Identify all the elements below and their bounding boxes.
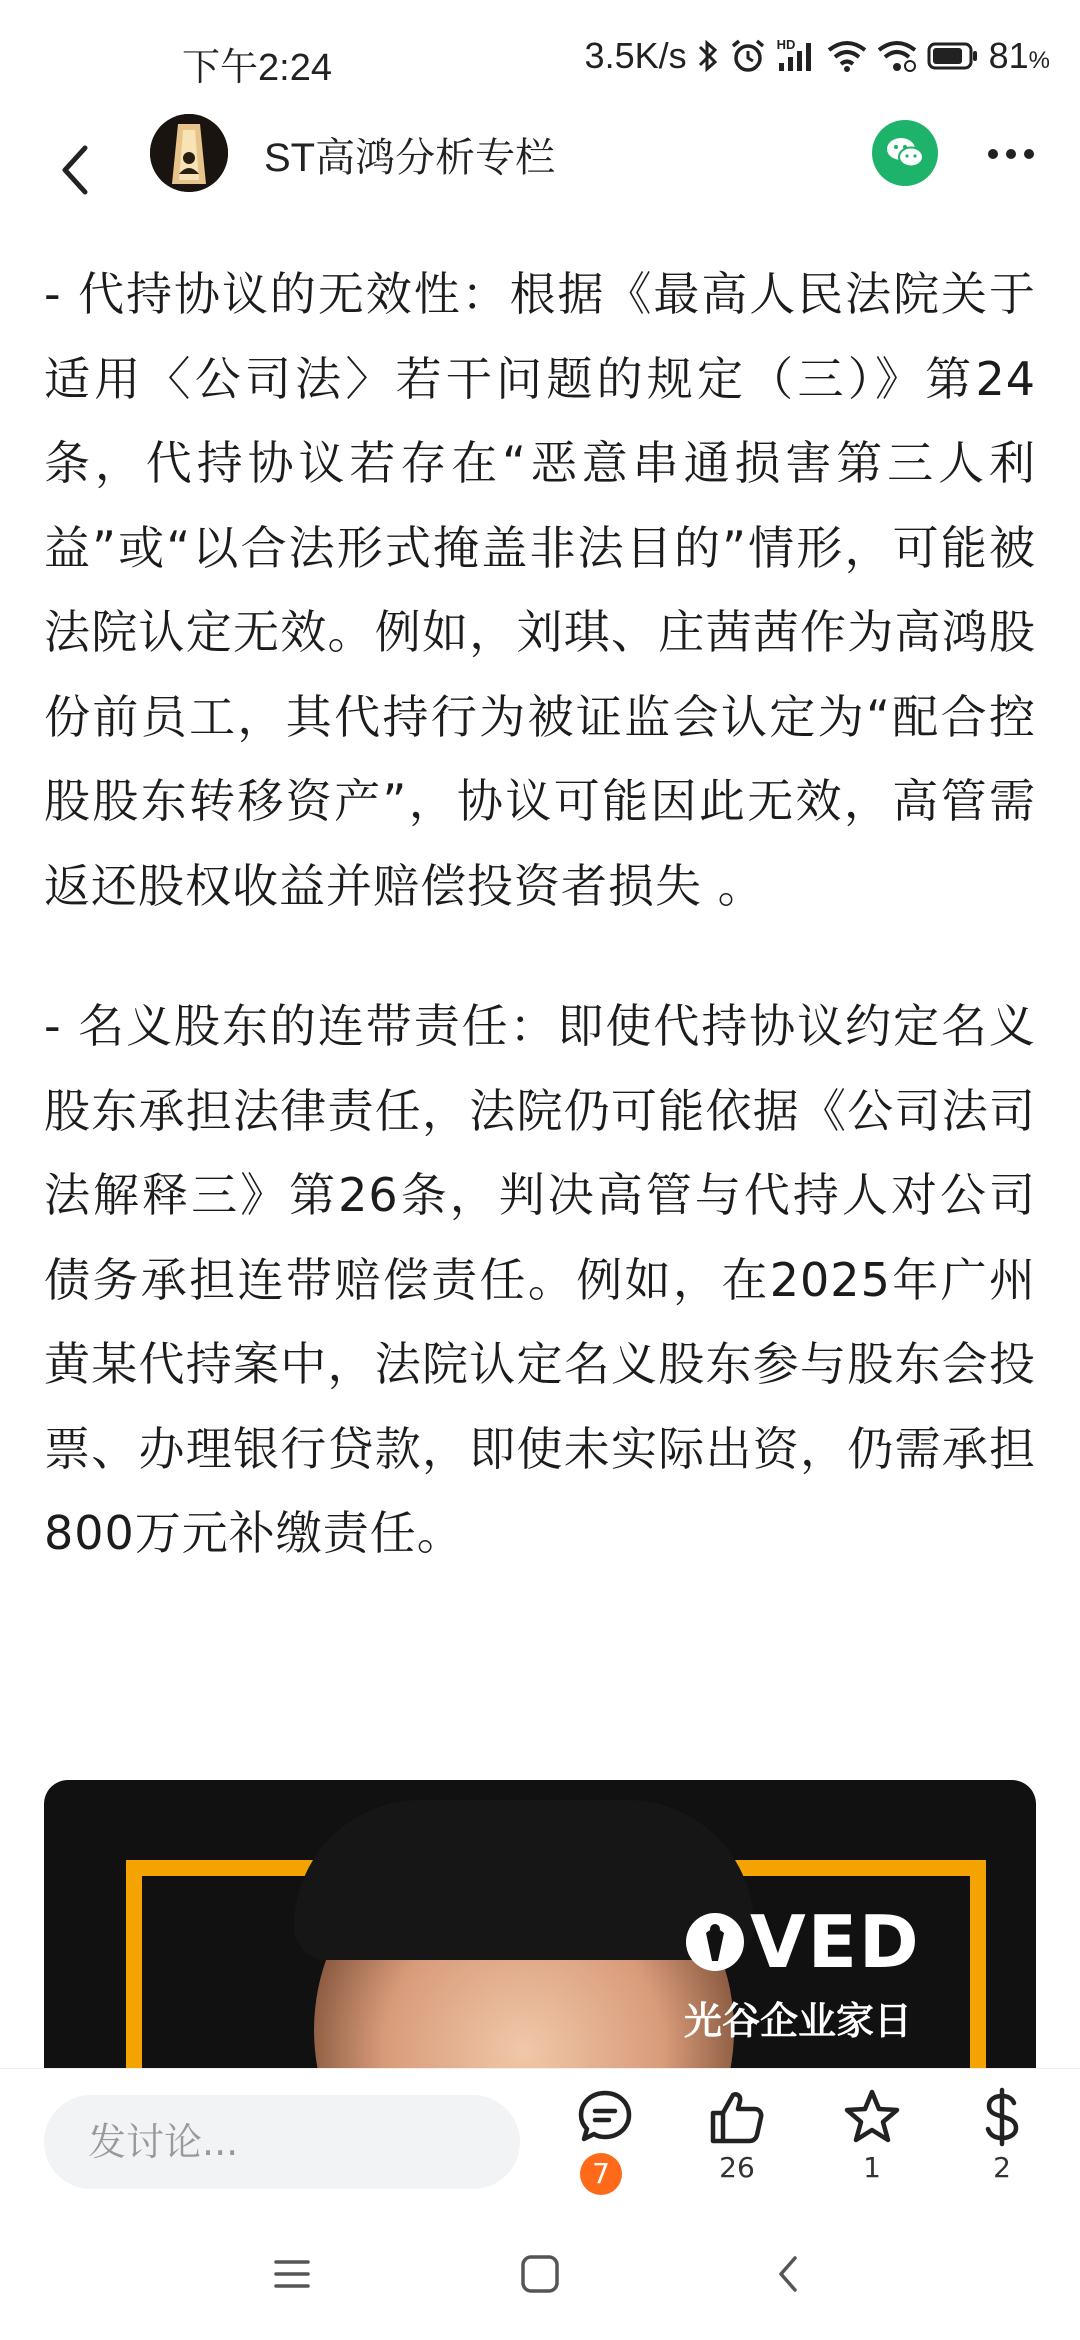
- page-title: ST高鸿分析专栏: [264, 136, 556, 180]
- back-button[interactable]: [40, 130, 110, 210]
- more-button[interactable]: [976, 134, 1046, 174]
- wifi-6-icon: [877, 40, 917, 72]
- battery-value: 81: [988, 35, 1029, 76]
- more-dot-icon: [988, 149, 998, 159]
- wifi-icon: [827, 40, 867, 72]
- wechat-icon: [885, 135, 925, 171]
- status-time: 下午2:24: [182, 47, 332, 89]
- home-square-icon: [519, 2253, 561, 2295]
- tip-count: 2: [993, 2151, 1011, 2184]
- star-icon: [842, 2087, 902, 2147]
- brand-logo: [684, 1900, 921, 1984]
- wechat-share-button[interactable]: [872, 120, 938, 186]
- nav-home-button[interactable]: [500, 2244, 580, 2304]
- thumbs-up-icon: [707, 2087, 767, 2147]
- battery-unit: %: [1028, 47, 1050, 74]
- hd-label: HD: [776, 37, 796, 52]
- like-count: 26: [719, 2151, 755, 2184]
- battery-icon: [927, 41, 979, 71]
- comment-input[interactable]: 发讨论...: [44, 2095, 520, 2189]
- nav-back-icon: [773, 2253, 803, 2295]
- menu-icon: [272, 2254, 312, 2294]
- comment-icon: [575, 2087, 635, 2147]
- ved-logo-icon: [684, 1911, 746, 1973]
- more-dot-icon: [1024, 149, 1034, 159]
- comment-count-badge: 7: [580, 2153, 622, 2195]
- battery-percent: [989, 35, 1050, 77]
- dollar-icon: [972, 2087, 1032, 2147]
- like-button[interactable]: [697, 2087, 777, 2184]
- favorite-count: 1: [863, 2151, 881, 2184]
- system-nav-bar: [0, 2210, 1080, 2340]
- status-icons: [585, 32, 1050, 80]
- article-body: [44, 252, 1036, 1632]
- bottom-action-bar: [0, 2068, 1080, 2209]
- alarm-icon: [729, 37, 767, 75]
- tip-button[interactable]: [962, 2087, 1042, 2184]
- brand-logo-text: VED: [750, 1900, 921, 1984]
- brand-subtitle: 光谷企业家日: [684, 1999, 913, 2043]
- network-speed: 3.5K/s: [584, 35, 687, 76]
- favorite-button[interactable]: [832, 2087, 912, 2184]
- nav-back-button[interactable]: [748, 2244, 828, 2304]
- status-bar: [0, 0, 1080, 110]
- bluetooth-icon: [697, 38, 719, 74]
- header: [0, 110, 1080, 230]
- image-brand: [684, 1900, 921, 2045]
- article-paragraph: - 代持协议的无效性：根据《最高人民法院关于适用〈公司法〉若干问题的规定（三）》第24条，代持协议若存在“恶意串通损害第三人利益”或“以合法形式掩盖非法目的”情形，可能被法院认定无效。例如，刘琪、庄茜茜作为高鸿股份前员工，其代持行为被证监会认定为“配合控股股东转移资产”，协议可能因此无效，高管需返还股权收益并赔偿投资者损失 。: [44, 267, 1036, 913]
- comment-button[interactable]: [565, 2087, 645, 2151]
- back-arrow-icon: [55, 140, 95, 200]
- more-dot-icon: [1006, 149, 1016, 159]
- article-image[interactable]: [44, 1780, 1036, 2080]
- article-paragraph: - 名义股东的连带责任：即使代持协议约定名义股东承担法律责任，法院仍可能依据《公司法司法解释三》第26条，判决高管与代持人对公司债务承担连带赔偿责任。例如，在2025年广州黄某代持案中，法院认定名义股东参与股东会投票、办理银行贷款，即使未实际出资，仍需承担800万元补缴责任。: [44, 999, 1036, 1560]
- avatar[interactable]: [150, 114, 228, 192]
- nav-menu-button[interactable]: [252, 2244, 332, 2304]
- hd-signal-icon: [777, 39, 817, 73]
